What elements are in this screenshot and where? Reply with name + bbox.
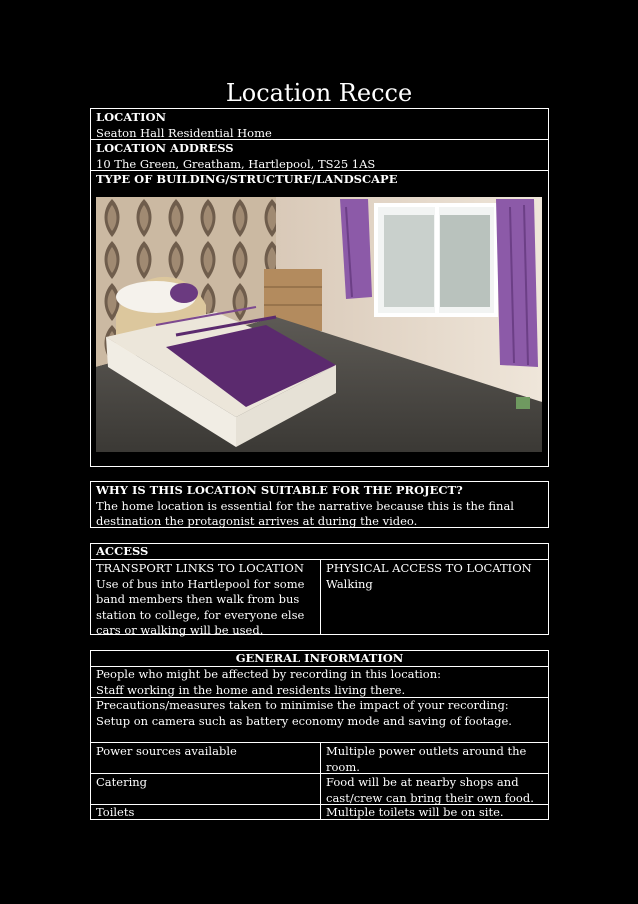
toilets-label: Toilets: [96, 805, 135, 819]
transport-line-1: Use of bus into Hartlepool for some: [96, 576, 305, 591]
suitability-label: WHY IS THIS LOCATION SUITABLE FOR THE PROJECT?: [96, 483, 463, 497]
suitability-line-1: The home location is essential for the narrative because this is the final: [96, 498, 514, 513]
location-label: LOCATION: [96, 110, 167, 124]
general-header-row: [91, 651, 548, 667]
building-label: TYPE OF BUILDING/STRUCTURE/LANDSCAPE: [96, 172, 398, 186]
power-row: [91, 743, 548, 774]
precautions-row: [91, 698, 548, 743]
general-info-box: [90, 650, 549, 820]
building-row: [91, 171, 548, 189]
power-value: [321, 743, 531, 776]
transport-cell: [91, 560, 320, 640]
address-row: [91, 140, 548, 171]
transport-line-2: band members then walk from bus: [96, 592, 300, 606]
address-label: LOCATION ADDRESS: [96, 141, 234, 155]
physical-cell: [321, 560, 548, 593]
physical-value: Walking: [326, 576, 373, 591]
catering-value-line-2: cast/crew can bring their own food.: [326, 790, 534, 805]
access-box: [90, 543, 549, 635]
suitability-box: [90, 481, 549, 528]
toilets-value: Multiple toilets will be on site.: [326, 805, 504, 819]
affected-row: [91, 667, 548, 698]
location-value: Seaton Hall Residential Home: [96, 125, 272, 140]
general-label: GENERAL INFORMATION: [235, 651, 404, 665]
access-header-row: [91, 544, 548, 560]
catering-value-line-1: Food will be at nearby shops and: [326, 775, 519, 789]
affected-question: People who might be affected by recording in this location:: [96, 667, 441, 681]
suitability-line-2: destination the protagonist arrives at during the video.: [96, 514, 418, 528]
catering-row: [91, 774, 548, 805]
power-label: Power sources available: [96, 744, 237, 758]
access-label: ACCESS: [96, 544, 149, 558]
address-value: 10 The Green, Greatham, Hartlepool, TS25 1AS: [96, 156, 376, 171]
suitability-cell: [91, 482, 548, 531]
power-value-line-1: Multiple power outlets around the: [326, 744, 527, 758]
location-photo: [96, 197, 542, 452]
catering-label: Catering: [96, 775, 148, 789]
transport-line-4: cars or walking will be used.: [96, 623, 264, 637]
location-row: [91, 109, 548, 140]
precautions-question: Precautions/measures taken to minimise the impact of your recording:: [96, 698, 509, 712]
document-title: Location Recce: [225, 79, 413, 107]
transport-line-3: station to college, for everyone else: [96, 607, 305, 622]
catering-value: [321, 774, 539, 807]
physical-label: PHYSICAL ACCESS TO LOCATION: [326, 561, 532, 575]
toilets-row: [91, 805, 548, 819]
precautions-answer: Setup on camera such as battery economy mode and saving of footage.: [96, 713, 512, 728]
power-value-line-2: room.: [326, 759, 360, 774]
transport-label: TRANSPORT LINKS TO LOCATION: [96, 561, 304, 575]
affected-answer: Staff working in the home and residents living there.: [96, 682, 406, 697]
